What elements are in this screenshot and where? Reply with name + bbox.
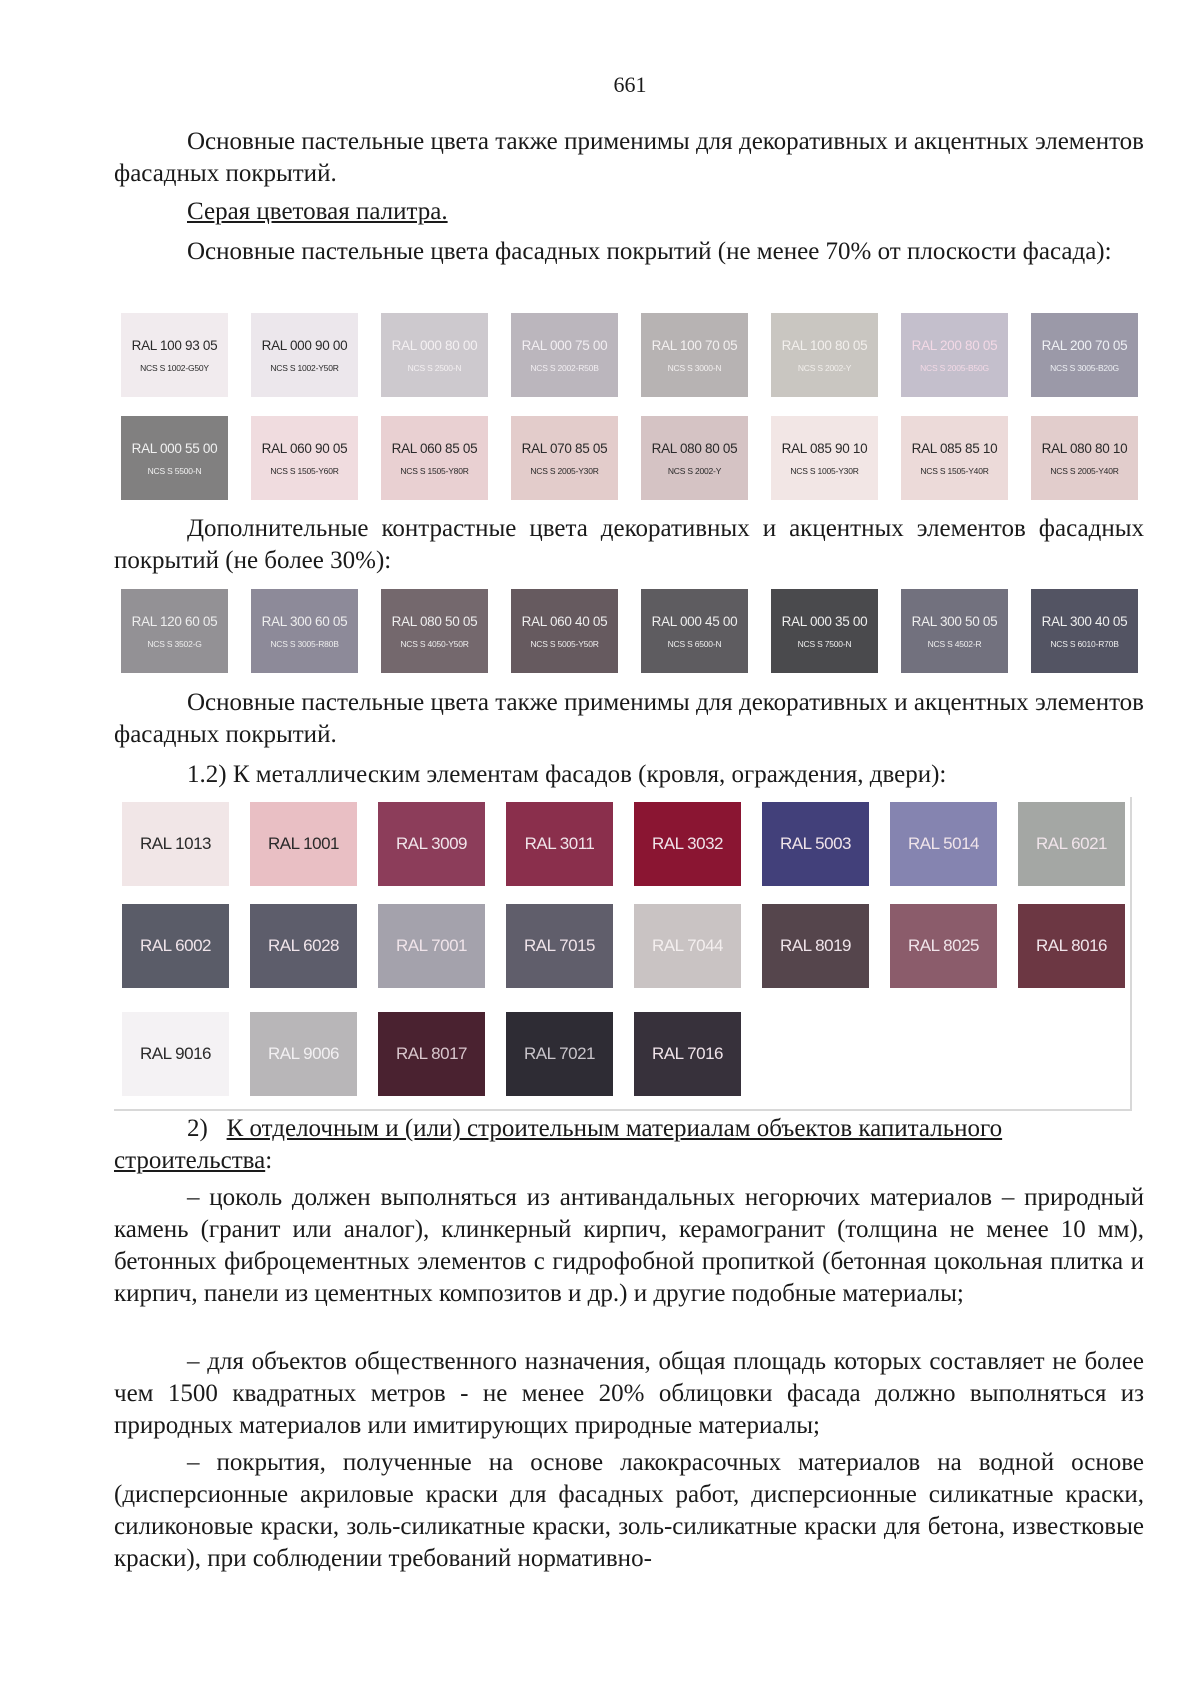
section-2-number: 2) bbox=[187, 1115, 208, 1142]
color-swatch bbox=[1031, 313, 1138, 397]
metal-color-swatch: RAL 7015 bbox=[506, 904, 613, 988]
swatch-ncs-code: NCS S 2005-B50G bbox=[920, 362, 989, 373]
metal-color-swatch: RAL 8017 bbox=[378, 1012, 485, 1096]
section-2-heading bbox=[114, 1113, 1144, 1177]
swatch-ncs-code: NCS S 2500-N bbox=[407, 362, 462, 373]
page-number: 661 bbox=[613, 72, 647, 97]
bullet-public-buildings: – для объектов общественного назначения, общая площадь которых составляет не более чем 1500 квадратных метров - не менее 20% облицовки фасада должно выполняться из природных материалов или имитирующих природные материалы; bbox=[114, 1348, 1144, 1439]
metal-color-swatch: RAL 7044 bbox=[634, 904, 741, 988]
metal-color-swatch: RAL 7001 bbox=[378, 904, 485, 988]
metal-swatch-row-2 bbox=[122, 904, 1125, 988]
bullet-plinth: – цоколь должен выполняться из антивандальных негорючих материалов – природный камень (гранит или аналог), клинкерный кирпич, керамогранит (толщина не менее 10 мм), бетонных фиброцементных элементов с гидрофобной пропиткой (бетонная цокольная плитка и кирпич, панели из цементных композитов и др.) и другие подобные материалы; bbox=[114, 1184, 1144, 1307]
swatch-ral-code: RAL 300 40 05 bbox=[1041, 613, 1128, 629]
swatch-ncs-code: NCS S 7500-N bbox=[797, 638, 852, 649]
swatch-ncs-code: NCS S 6500-N bbox=[667, 638, 722, 649]
contrast-swatch-row bbox=[121, 589, 1138, 673]
swatch-ncs-code: NCS S 6010-R70B bbox=[1050, 638, 1119, 649]
metal-color-swatch: RAL 6028 bbox=[250, 904, 357, 988]
swatch-ncs-code: NCS S 1505-Y40R bbox=[920, 465, 989, 476]
swatch-ncs-code: NCS S 2002-Y bbox=[667, 465, 722, 476]
color-swatch bbox=[771, 313, 878, 397]
swatch-ral-code: RAL 100 70 05 bbox=[651, 337, 738, 353]
section-2-heading-line-2 bbox=[114, 1145, 1144, 1177]
color-swatch bbox=[641, 589, 748, 673]
metal-color-swatch: RAL 5014 bbox=[890, 802, 997, 886]
swatch-ncs-code: NCS S 1002-G50Y bbox=[140, 362, 209, 373]
swatch-ral-code: RAL 080 80 10 bbox=[1041, 440, 1128, 456]
swatch-ncs-code: NCS S 2002-Y bbox=[797, 362, 852, 373]
swatch-ncs-code: NCS S 1005-Y30R bbox=[790, 465, 859, 476]
swatch-ral-code: RAL 080 80 05 bbox=[651, 440, 738, 456]
swatch-ral-code: RAL 080 50 05 bbox=[391, 613, 478, 629]
swatch-ral-code: RAL 060 40 05 bbox=[521, 613, 608, 629]
color-swatch bbox=[251, 313, 358, 397]
pastel-swatch-row-1 bbox=[121, 313, 1138, 397]
swatch-ncs-code: NCS S 1002-Y50R bbox=[270, 362, 339, 373]
swatch-ral-code: RAL 200 70 05 bbox=[1041, 337, 1128, 353]
swatch-ral-code: RAL 000 90 00 bbox=[261, 337, 348, 353]
paragraph-pastel-main: Основные пастельные цвета фасадных покрытий (не менее 70% от плоскости фасада): bbox=[187, 238, 1112, 265]
color-swatch bbox=[771, 589, 878, 673]
swatch-ncs-code: NCS S 2005-Y30R bbox=[530, 465, 599, 476]
metal-color-swatch: RAL 3011 bbox=[506, 802, 613, 886]
gray-palette-heading: Серая цветовая палитра. bbox=[187, 198, 448, 225]
swatch-ral-code: RAL 060 90 05 bbox=[261, 440, 348, 456]
swatch-ral-code: RAL 100 93 05 bbox=[131, 337, 218, 353]
metal-color-swatch: RAL 3009 bbox=[378, 802, 485, 886]
metal-swatch-row-1 bbox=[122, 802, 1125, 886]
swatch-ncs-code: NCS S 3005-B20G bbox=[1050, 362, 1119, 373]
swatch-ncs-code: NCS S 4050-Y50R bbox=[400, 638, 469, 649]
metal-color-swatch: RAL 6021 bbox=[1018, 802, 1125, 886]
color-swatch bbox=[511, 416, 618, 500]
swatch-ral-code: RAL 060 85 05 bbox=[391, 440, 478, 456]
color-swatch bbox=[121, 313, 228, 397]
color-swatch bbox=[381, 313, 488, 397]
color-swatch bbox=[381, 589, 488, 673]
paragraph-contrast: Дополнительные контрастные цвета декоративных и акцентных элементов фасадных покрытий (не более 30%): bbox=[114, 515, 1144, 574]
swatch-ral-code: RAL 000 35 00 bbox=[781, 613, 868, 629]
metal-color-swatch: RAL 1001 bbox=[250, 802, 357, 886]
swatch-ncs-code: NCS S 5500-N bbox=[147, 465, 202, 476]
paragraph-pastel-accent: Основные пастельные цвета также применимы для декоративных и акцентных элементов фасадных покрытий. bbox=[114, 128, 1144, 187]
swatch-ral-code: RAL 000 45 00 bbox=[651, 613, 738, 629]
metal-color-swatch: RAL 8025 bbox=[890, 904, 997, 988]
swatch-ral-code: RAL 000 75 00 bbox=[521, 337, 608, 353]
metal-color-swatch: RAL 7016 bbox=[634, 1012, 741, 1096]
color-swatch bbox=[251, 589, 358, 673]
swatch-ncs-code: NCS S 2002-R50B bbox=[530, 362, 599, 373]
swatch-ral-code: RAL 300 50 05 bbox=[911, 613, 998, 629]
color-swatch bbox=[121, 416, 228, 500]
swatch-ncs-code: NCS S 5005-Y50R bbox=[530, 638, 599, 649]
swatch-ncs-code: NCS S 3000-N bbox=[667, 362, 722, 373]
color-swatch bbox=[901, 416, 1008, 500]
color-swatch bbox=[121, 589, 228, 673]
metal-color-swatch: RAL 7021 bbox=[506, 1012, 613, 1096]
metal-heading: 1.2) К металлическим элементам фасадов (кровля, ограждения, двери): bbox=[187, 761, 947, 788]
color-swatch bbox=[251, 416, 358, 500]
metal-swatch-row-3 bbox=[122, 1012, 741, 1096]
bullet-paint-coatings: – покрытия, полученные на основе лакокрасочных материалов на водной основе (дисперсионные акриловые краски для фасадных работ, дисперсионные силикатные краски, силиконовые краски, золь-силикатные краски, золь-силикатные краски для бетона, известковые краски), при соблюдении требований нормативно- bbox=[114, 1449, 1144, 1572]
metal-color-swatch: RAL 8019 bbox=[762, 904, 869, 988]
metal-color-swatch: RAL 5003 bbox=[762, 802, 869, 886]
section-2-title: К отделочным и (или) строительным материалам объектов капитального bbox=[226, 1115, 1003, 1142]
swatch-ral-code: RAL 085 85 10 bbox=[911, 440, 998, 456]
color-swatch bbox=[511, 589, 618, 673]
color-swatch bbox=[1031, 589, 1138, 673]
swatch-ncs-code: NCS S 1505-Y80R bbox=[400, 465, 469, 476]
paragraph-pastel-accent-repeat: Основные пастельные цвета также применимы для декоративных и акцентных элементов фасадных покрытий. bbox=[114, 689, 1144, 748]
swatch-ncs-code: NCS S 3005-R80B bbox=[270, 638, 339, 649]
metal-color-swatch: RAL 9016 bbox=[122, 1012, 229, 1096]
gray-palette-heading-line bbox=[114, 196, 1144, 228]
metal-color-swatch: RAL 6002 bbox=[122, 904, 229, 988]
swatch-ral-code: RAL 000 55 00 bbox=[131, 440, 218, 456]
color-swatch bbox=[901, 589, 1008, 673]
color-swatch bbox=[641, 313, 748, 397]
swatch-ncs-code: NCS S 4502-R bbox=[927, 638, 982, 649]
section-2-title-continued: строительства bbox=[114, 1147, 266, 1174]
swatch-ncs-code: NCS S 1505-Y60R bbox=[270, 465, 339, 476]
swatch-ral-code: RAL 000 80 00 bbox=[391, 337, 478, 353]
swatch-ral-code: RAL 085 90 10 bbox=[781, 440, 868, 456]
metal-color-swatch: RAL 8016 bbox=[1018, 904, 1125, 988]
swatch-ral-code: RAL 070 85 05 bbox=[521, 440, 608, 456]
color-swatch bbox=[901, 313, 1008, 397]
color-swatch bbox=[641, 416, 748, 500]
section-2-heading-line-1 bbox=[114, 1113, 1144, 1145]
color-swatch bbox=[771, 416, 878, 500]
pastel-swatch-row-2 bbox=[121, 416, 1138, 500]
color-swatch bbox=[511, 313, 618, 397]
swatch-ral-code: RAL 100 80 05 bbox=[781, 337, 868, 353]
swatch-ral-code: RAL 120 60 05 bbox=[131, 613, 218, 629]
color-swatch bbox=[1031, 416, 1138, 500]
color-swatch bbox=[381, 416, 488, 500]
metal-color-swatch: RAL 1013 bbox=[122, 802, 229, 886]
swatch-ncs-code: NCS S 3502-G bbox=[147, 638, 202, 649]
section-2-colon: : bbox=[265, 1147, 273, 1174]
swatch-ral-code: RAL 200 80 05 bbox=[911, 337, 998, 353]
swatch-ncs-code: NCS S 2005-Y40R bbox=[1050, 465, 1119, 476]
metal-color-swatch: RAL 9006 bbox=[250, 1012, 357, 1096]
metal-color-swatch: RAL 3032 bbox=[634, 802, 741, 886]
swatch-ral-code: RAL 300 60 05 bbox=[261, 613, 348, 629]
